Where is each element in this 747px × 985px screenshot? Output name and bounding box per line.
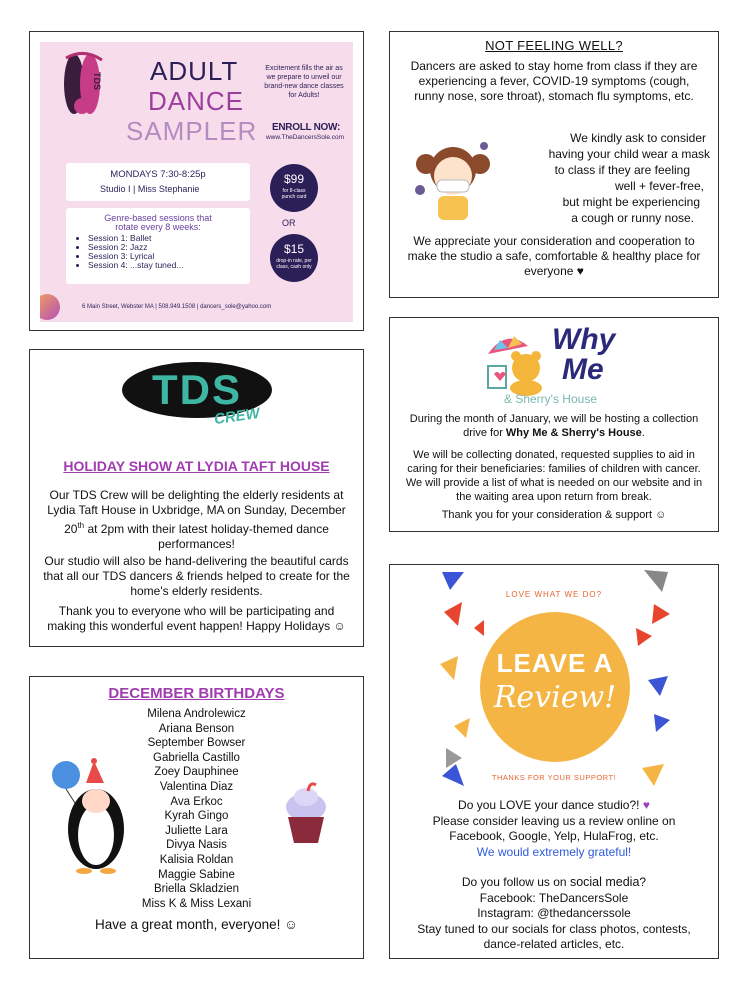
heart-icon: ♥: [642, 798, 650, 812]
sessions-card: [66, 208, 250, 284]
mask-line: to class if they are feeling: [554, 163, 690, 177]
flyer-footer: 6 Main Street, Webster MA | 508.949.1508 | dancers_sole@yahoo.com: [82, 304, 272, 310]
flyer-title-adult: ADULT: [150, 56, 239, 86]
tds-crew-logo: [122, 362, 272, 429]
flyer-genre-heading: Genre-based sessions that rotate every 8 weeks:: [104, 213, 212, 232]
review-instagram[interactable]: Instagram: @thedancerssole: [477, 906, 631, 920]
birthdays-heading: DECEMBER BIRTHDAYS: [108, 685, 285, 702]
birthday-name: Maggie Sabine: [158, 868, 235, 881]
holiday-show-paragraph-1: [44, 488, 349, 552]
birthday-name: Gabriella Castillo: [153, 751, 240, 764]
mask-line: but might be experiencing: [562, 195, 700, 209]
why-me-logo-sub: & Sherry's House: [504, 392, 597, 406]
flyer-enroll-label: ENROLL NOW:: [272, 122, 340, 133]
session-item: • Session 3: Lyrical: [88, 252, 250, 261]
birthday-name: Briella Skladzien: [153, 883, 239, 896]
birthday-name: Kyrah Gingo: [164, 810, 229, 823]
not-feeling-well-heading: NOT FEELING WELL?: [485, 38, 623, 53]
mask-line: a cough or runny nose.: [571, 211, 694, 225]
review-big-line1: LEAVE A: [496, 648, 614, 678]
birthday-name: Juliette Lara: [165, 824, 228, 837]
review-grateful: We would extremely grateful!: [476, 844, 632, 859]
adult-sampler-box: [29, 31, 364, 331]
flyer-title-sampler: SAMPLER: [126, 116, 258, 146]
adult-logo-text: TDS: [92, 72, 102, 90]
review-graphic: [438, 568, 670, 796]
price-drop-in-note: drop-in rate, per class, cash only: [276, 258, 312, 270]
review-thanks: THANKS FOR YOUR SUPPORT!: [491, 773, 617, 782]
holiday-p1-sup: th: [77, 521, 85, 530]
holiday-show-paragraph-2: Our studio will also be hand-delivering the beautiful cards that all our TDS dancers & friends helped to create for the home's elderly residents.: [43, 554, 350, 598]
session-item: • Session 1: Ballet: [88, 234, 250, 243]
why-me-p1-after: .: [641, 427, 645, 439]
price-or-label: OR: [282, 218, 296, 228]
why-me-paragraph-1: [404, 412, 704, 440]
not-feeling-well-box: [389, 31, 719, 298]
cupcake-icon: [282, 781, 330, 847]
why-me-p1-before: During the month of January, we will be hosting a collection drive for: [409, 413, 699, 439]
why-me-p1-bold: Why Me & Sherry's House: [505, 427, 642, 439]
holiday-p1-after: at 2pm with their latest holiday-themed dance performances!: [84, 522, 329, 551]
birthday-name: Ava Erkoc: [170, 795, 223, 808]
birthday-name: September Bowser: [147, 737, 246, 750]
birthday-name: Miss K & Miss Lexani: [141, 897, 252, 910]
review-social-after: ?: [639, 875, 647, 889]
teddy-bear-umbrella-icon: [484, 326, 554, 396]
review-box: [389, 564, 719, 959]
penguin-balloon-icon: [50, 757, 138, 875]
price-punch-card-note: for 8-class punch card: [281, 188, 307, 200]
review-line-2: Please consider leaving us a review online on Facebook, Google, Yelp, HulaFrog, etc.: [432, 813, 676, 843]
flyer-announcement: Excitement fills the air as we prepare to unveil our brand-new dance classes for Adults!: [264, 65, 344, 99]
mask-request: [510, 130, 710, 226]
mask-line: We kindly ask to consider: [570, 131, 706, 145]
session-item: • Session 2: Jazz: [88, 243, 250, 252]
holiday-p1-before: Our TDS Crew will be delighting the elderly residents at Lydia Taft House in Uxbridge, MA on Sunday, December 20: [47, 488, 346, 536]
review-stay-tuned: Stay tuned to our socials for class photos, contests, dance-related articles, etc.: [417, 921, 691, 951]
session-item: • Session 4: ...stay tuned...: [88, 261, 250, 270]
why-me-logo-line2: Me: [562, 353, 604, 386]
price-drop-in-badge: [270, 234, 318, 282]
birthday-name: Milena Androlewicz: [147, 708, 246, 720]
review-social-bold: social media: [569, 875, 640, 889]
not-feeling-well-intro: Dancers are asked to stay home from class if they are experiencing a fever, COVID-19 symptoms (cough, runny nose, sore throat), stomach flu symptoms, etc.: [410, 59, 698, 103]
tds-crew-logo-top: TDS: [152, 366, 242, 413]
review-top-text: LOVE WHAT WE DO?: [505, 590, 603, 599]
holiday-show-box: [29, 349, 364, 647]
birthday-name: Valentina Diaz: [159, 780, 234, 793]
review-social-before: Do you follow us on: [461, 875, 570, 889]
birthdays-closing: Have a great month, everyone! ☺: [95, 917, 298, 933]
price-punch-card-badge: [270, 164, 318, 212]
review-love-text: Do you LOVE your dance studio?!: [458, 798, 640, 812]
why-me-logo-line1: Why: [552, 323, 616, 356]
price-drop-in: $15: [283, 242, 305, 256]
holiday-show-heading: HOLIDAY SHOW AT LYDIA TAFT HOUSE: [63, 458, 330, 474]
mask-line: well + fever-free,: [614, 179, 704, 193]
ballet-shoe-logo-icon: [54, 48, 112, 120]
birthday-name: Divya Nasis: [166, 839, 227, 852]
flyer-decor-blob: [40, 294, 60, 320]
review-line-1: [396, 798, 712, 814]
sessions-list: [66, 234, 250, 270]
flyer-schedule: MONDAYS 7:30-8:25p: [110, 169, 206, 180]
birthday-name: Kalisia Roldan: [159, 853, 234, 866]
adult-sampler-flyer: [40, 42, 353, 322]
flyer-enroll-url[interactable]: www.TheDancersSole.com: [265, 134, 345, 141]
review-social-line: [396, 875, 712, 891]
birthday-name: Ariana Benson: [158, 722, 235, 735]
schedule-card: [66, 163, 250, 201]
review-facebook[interactable]: Facebook: TheDancersSole: [479, 890, 629, 905]
flyer-room-teacher: Studio I | Miss Stephanie: [100, 184, 200, 194]
holiday-show-paragraph-3: Thank you to everyone who will be participating and making this wonderful event happen! Happy Holidays ☺: [47, 604, 346, 633]
price-punch-card: $99: [283, 172, 305, 186]
why-me-paragraph-2: We will be collecting donated, requested supplies to aid in caring for their beneficiaries: families of children with cancer. We will provide a list of what is needed on our website and in the waiting area upon return from break.: [405, 449, 703, 503]
flyer-title-dance: DANCE: [148, 86, 245, 116]
why-me-paragraph-3: Thank you for your consideration & support ☺: [441, 509, 667, 521]
mask-line: having your child wear a mask: [548, 147, 710, 161]
review-big-line2: Review!: [493, 680, 617, 715]
tds-crew-logo-bottom: CREW: [213, 404, 261, 429]
not-feeling-well-closing: We appreciate your consideration and cooperation to make the studio a safe, comfortable & healthy place for everyone ♥: [407, 234, 701, 278]
review-text: [396, 798, 712, 953]
why-me-box: [389, 317, 719, 532]
sick-girl-icon: [412, 132, 494, 224]
birthdays-box: [29, 676, 364, 959]
birthday-name: Zoey Dauphinee: [154, 766, 239, 779]
